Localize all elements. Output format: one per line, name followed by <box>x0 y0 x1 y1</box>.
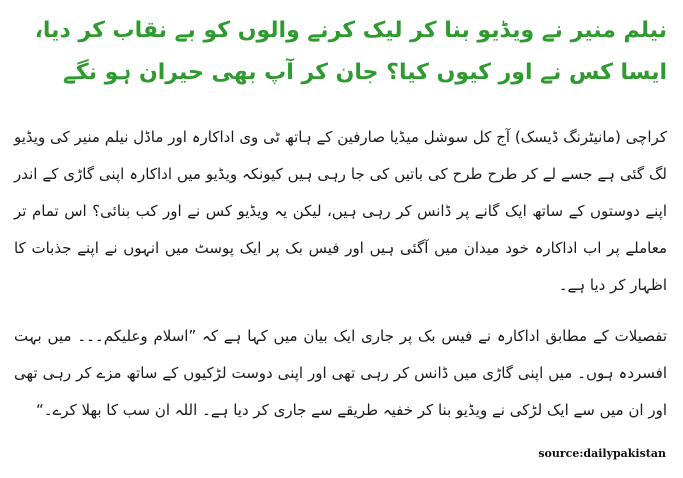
source-credit: source:dailypakistan <box>538 447 666 460</box>
article-paragraph-1: کراچی (مانیٹرنگ ڈیسک) آج کل سوشل میڈیا صارفین کے ہاتھ ٹی وی اداکارہ اور ماڈل نیلم منیر کی ویڈیو لگ گئی ہے جسے لے کر طرح طرح کی باتیں کی جا رہی ہیں کیونکہ ویڈیو میں اداکارہ اپنی گاڑی کے اندر اپنے دوستوں کے ساتھ ایک گانے پر ڈانس کر رہی ہیں، لیکن یہ ویڈیو کس نے اور کب بنائی؟ اس تمام تر معاملے پر اب اداکارہ خود میدان میں آگئی ہیں اور فیس بک پر ایک پوسٹ میں انہوں نے اپنے جذبات کا اظہار کر دیا ہے۔ <box>14 128 667 294</box>
article-headline: نیلم منیر نے ویڈیو بنا کر لیک کرنے والوں کو بے نقاب کر دیا، ایسا کس نے اور کیوں کیا؟ جان کر آپ بھی حیران ہو نگے <box>34 18 667 85</box>
article-paragraph-2: تفصیلات کے مطابق اداکارہ نے فیس بک پر جاری ایک بیان میں کہا ہے کہ ”اسلام وعلیکم۔۔۔ میں بہت افسردہ ہوں۔ میں اپنی گاڑی میں ڈانس کر رہی تھی اور اپنی دوست لڑکیوں کے ساتھ مزے کر رہی تھی اور ان میں سے ایک لڑکی نے ویڈیو بنا کر خفیہ طریقے سے جاری کر دیا ہے۔ اللہ ان سب کا بھلا کرے۔“ <box>14 327 667 419</box>
news-article <box>14 10 667 472</box>
